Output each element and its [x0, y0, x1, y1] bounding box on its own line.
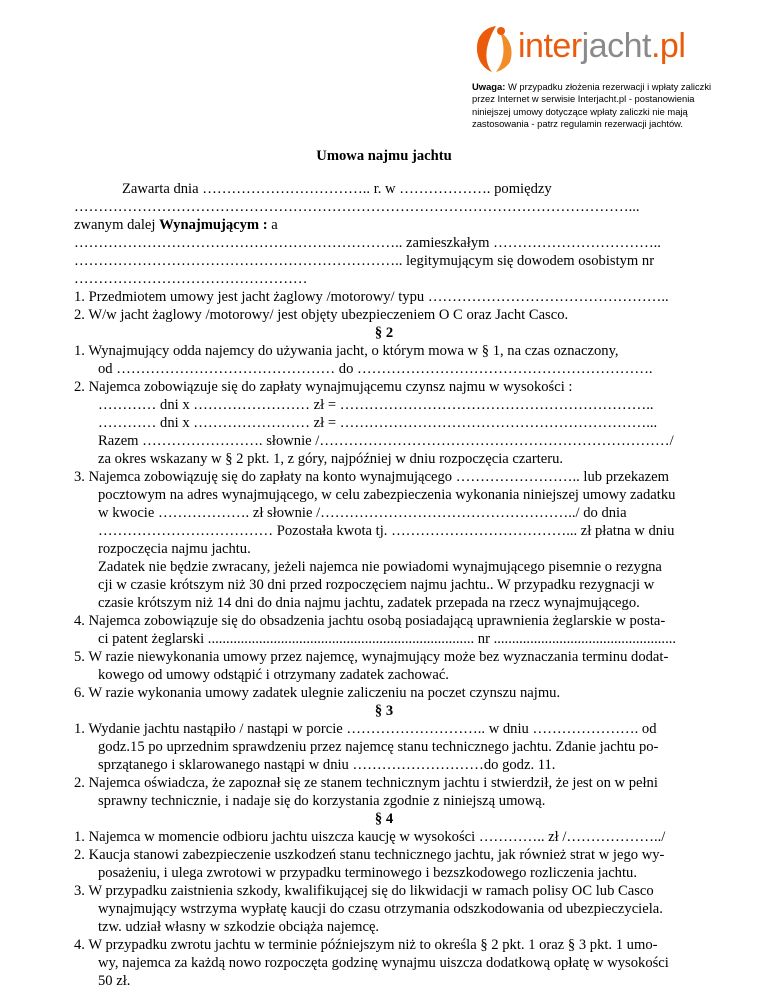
- section4-line: wynajmujący wstrzyma wypłatę kaucji do czasu otrzymania odszkodowania od ubezpieczyciela.: [98, 901, 663, 917]
- notice-line-3: niniejszej umowy dotyczące wpłaty zaliczki nie mają: [472, 105, 688, 117]
- section4-line: 4. W przypadku zwrotu jachtu w terminie późniejszym niż to określa § 2 pkt. 1 oraz § 3 pkt. 1 umo-: [74, 937, 658, 953]
- sail-logo-icon: [470, 22, 522, 74]
- section3-line: godz.15 po uprzednim sprawdzeniu przez najemcę stanu technicznego jachtu. Zdanie jachtu po-: [98, 739, 659, 755]
- section2-line: cji w czasie krótszym niż 30 dni przed rozpoczęciem najmu jachtu.. W przypadku rezygnacji w: [98, 577, 655, 593]
- section2-line: 6. W razie wykonania umowy zadatek ulegnie zaliczeniu na poczet czynszu najmu.: [74, 685, 561, 701]
- section2-line: od ……………………………………… do …………………………………………………….: [98, 361, 653, 377]
- section3-line: sprawny technicznie, i nadaje się do korzystania zgodnie z niniejszą umową.: [98, 793, 546, 809]
- section2-line: ………… dni x …………………… zł = ………………………………………………………...: [98, 415, 658, 431]
- section2-heading: § 2: [374, 325, 394, 341]
- notice-line-2: przez Internet w serwisie Interjacht.pl - postanowienia: [472, 93, 695, 105]
- section3-line: 1. Wydanie jachtu nastąpiło / nastąpi w porcie ……………………….. w dniu …………………. od: [74, 721, 657, 737]
- section2-line: 1. Wynajmujący odda najemcy do używania jacht, o którym mowa w § 1, na czas oznaczony,: [74, 343, 619, 359]
- section2-line: w kwocie ………………. zł słownie /……………………………………………../ do dnia: [98, 505, 627, 521]
- intro-line: …………………………………………: [74, 271, 308, 287]
- section4-line: 2. Kaucja stanowi zabezpieczenie uszkodzeń stanu technicznego jachtu, jak również strat w jego wy-: [74, 847, 665, 863]
- section3-line: 2. Najemca oświadcza, że zapoznał się ze stanem technicznym jachtu i stwierdził, że jest on w pełni: [74, 775, 658, 791]
- intro-line: ………………………………………………………….. legitymującym się dowodem osobistym nr: [74, 253, 655, 269]
- section3-line: sprzątanego i sklarowanego nastąpi w dniu ………………………do godz. 11.: [98, 757, 556, 773]
- notice-line-1: Uwaga: W przypadku złożenia rezerwacji i wpłaty zaliczki: [472, 81, 712, 92]
- section2-line: ……………………………… Pozostała kwota tj. ………………………………... zł płatna w dniu: [98, 523, 675, 539]
- section2-line: za okres wskazany w § 2 pkt. 1, z góry, najpóźniej w dniu rozpoczęcia czarteru.: [98, 451, 564, 467]
- intro-line: Zawarta dnia …………………………….. r. w ………………. pomiędzy: [122, 181, 552, 197]
- section2-line: ………… dni x …………………… zł = ………………………………………………………..: [98, 397, 654, 413]
- section4-line: 3. W przypadku zaistnienia szkody, kwalifikującej się do likwidacji w ramach polisy OC lub Casco: [74, 883, 654, 899]
- section2-line: Zadatek nie będzie zwracany, jeżeli najemca nie powiadomi wynajmującego pisemnie o rezygna: [98, 559, 662, 575]
- section4-line: 50 zł.: [98, 973, 131, 989]
- intro-line: ……………………………………………………………………………………………………...: [74, 199, 640, 215]
- section2-line: pocztowym na adres wynajmującego, w celu zabezpieczenia wykonania niniejszej umowy zadatku: [98, 487, 676, 503]
- section4-line: wy, najemca za każdą nowo rozpoczęta godzinę wynajmu uiszcza dodatkową opłatę w wysokości: [98, 955, 669, 971]
- reservation-notice: [472, 81, 742, 130]
- section4-line: posażeniu, i ulega zwrotowi w przypadku terminowego i bezszkodowego rozliczenia jachtu.: [98, 865, 637, 881]
- section2-line: 2. Najemca zobowiązuje się do zapłaty wynajmującemu czynsz najmu w wysokości :: [74, 379, 573, 395]
- section3-heading: § 3: [374, 703, 394, 719]
- notice-line-4: zastosowania - patrz regulamin rezerwacji jachtów.: [472, 117, 684, 129]
- logo-wordmark: interjacht.pl: [518, 27, 686, 65]
- intro-line: ………………………………………………………….. zamieszkałym ……………………………..: [74, 235, 661, 251]
- interjacht-logo: [470, 20, 750, 78]
- section1-item: 1. Przedmiotem umowy jest jacht żaglowy /motorowy/ typu …………………………………………..: [74, 289, 669, 305]
- section1-item: 2. W/w jacht żaglowy /motorowy/ jest objęty ubezpieczeniem O C oraz Jacht Casco.: [74, 307, 569, 323]
- section2-line: ci patent żeglarski ......................................................................... nr ..................................................: [98, 631, 677, 647]
- section2-line: 5. W razie niewykonania umowy przez najemcę, wynajmujący może bez wyznaczania terminu dodat-: [74, 649, 669, 665]
- section2-line: kowego od umowy odstąpić i otrzymany zadatek zachować.: [98, 667, 449, 683]
- intro-line: zwanym dalej Wynajmującym : a: [74, 217, 278, 233]
- section2-line: 3. Najemca zobowiązuję się do zapłaty na konto wynajmującego …………………….. lub przekazem: [74, 469, 669, 485]
- section4-line: 1. Najemca w momencie odbioru jachtu uiszcza kaucję w wysokości ………….. zł /………………../: [74, 829, 666, 845]
- document-title: Umowa najmu jachtu: [316, 148, 452, 164]
- section2-line: 4. Najemca zobowiązuje się do obsadzenia jachtu osobą posiadającą uprawnienia żeglarskie w posta-: [74, 613, 666, 629]
- section4-line: tzw. udział własny w szkodzie obciąża najemcę.: [98, 919, 380, 935]
- section2-line: Razem ……………………. słownie /………………………………………………………………/: [98, 433, 674, 449]
- section2-line: rozpoczęcia najmu jachtu.: [98, 541, 251, 557]
- section4-heading: § 4: [374, 811, 394, 827]
- section2-line: czasie krótszym niż 14 dni do dnia najmu jachtu, zadatek przepada na rzecz wynajmującego.: [98, 595, 640, 611]
